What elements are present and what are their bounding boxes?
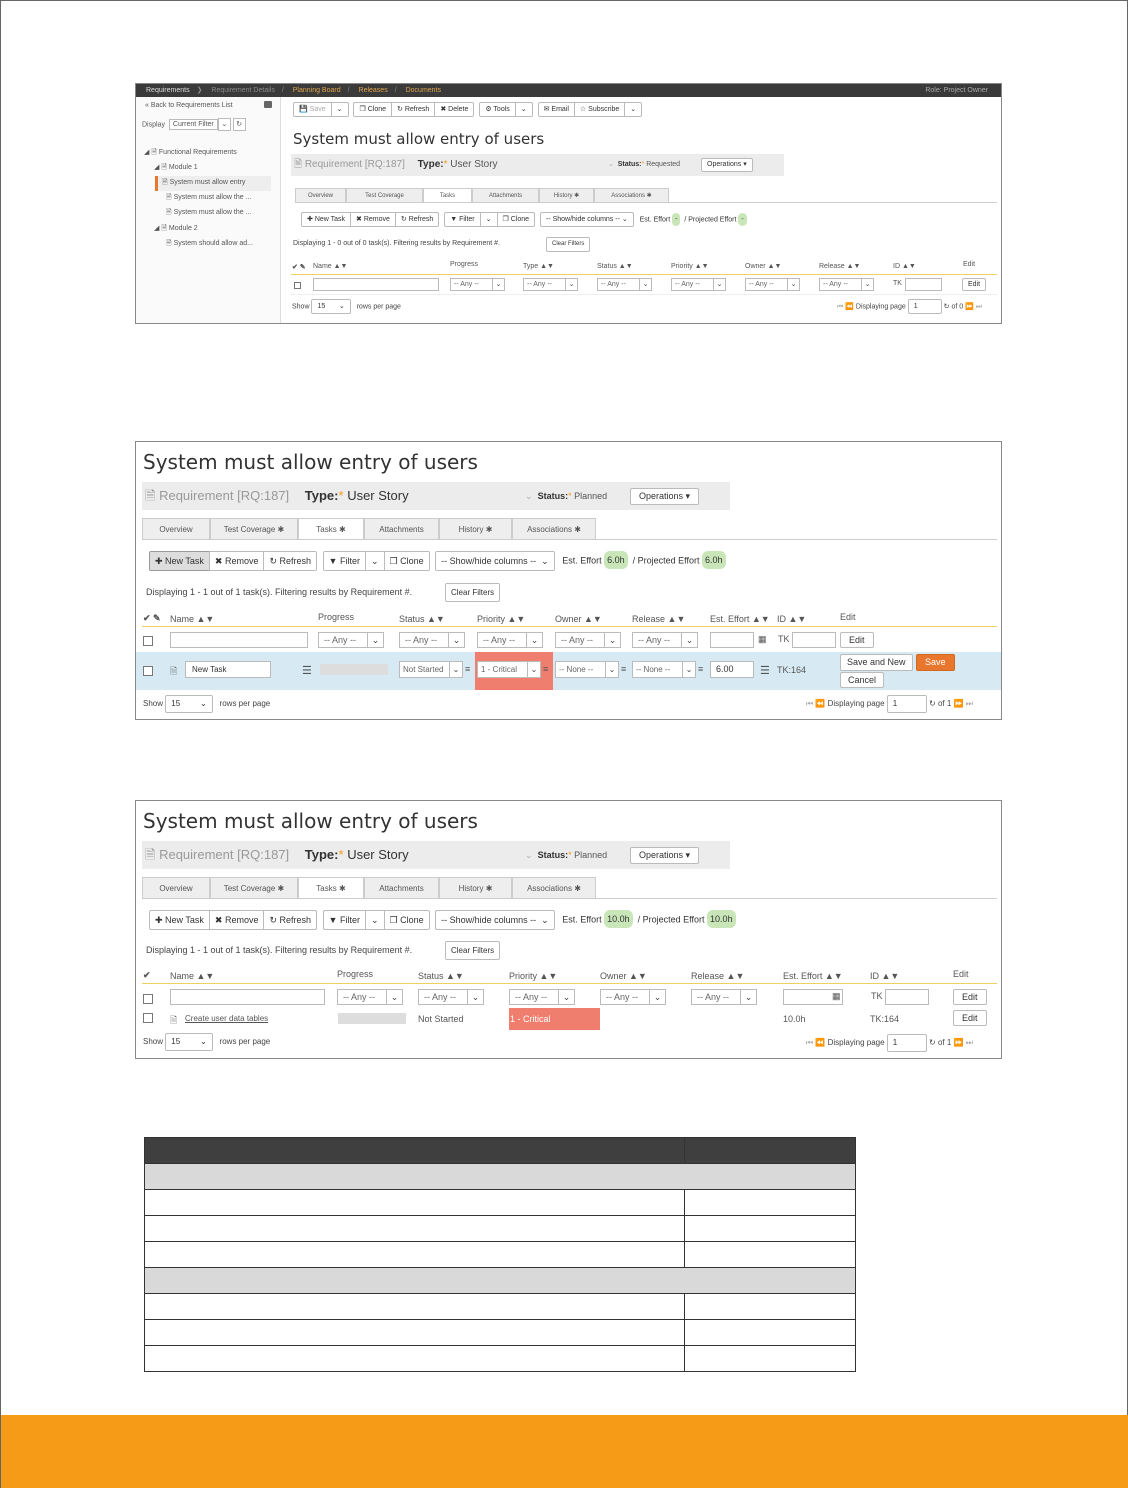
refresh-button[interactable]: ↻ Refresh [263,551,317,571]
requirement-icon: 🗎 [145,488,156,503]
first-page-icon[interactable]: ⏮ ⏪ [806,699,826,709]
tab-attachments[interactable]: Attachments [472,188,539,202]
main-panel [291,97,997,323]
requirement-id: Requirement [RQ:187] [159,488,290,503]
est-effort-filter-select[interactable]: -- Any -- ⌄ [691,989,757,1005]
row-checkbox[interactable] [143,666,153,676]
summary-table [144,1137,856,1372]
table-cell [145,1294,685,1320]
tab-history[interactable]: History ✱ [439,877,512,898]
column-id[interactable]: ID ▲▼ [870,971,900,981]
table-cell [685,1190,856,1216]
owner-select[interactable]: -- None -- ⌄ [555,661,619,678]
select-all-column[interactable]: ✔ [143,970,151,980]
owner-filter-select[interactable]: -- Any -- ⌄ [477,632,543,648]
release-filter-select[interactable]: -- Any -- ⌄ [745,278,800,291]
tab-attachments[interactable]: Attachments [364,877,439,898]
column-priority[interactable]: Priority ▲▼ [671,263,709,270]
task-effort: 10.0h [783,1014,806,1024]
tab-associations[interactable]: Associations ✱ [594,188,669,202]
tab-bar [142,877,997,899]
est-effort-value: 10.0h [604,910,633,928]
table-header-cell [145,1138,685,1164]
chevron-right-icon: ❯ [196,87,203,94]
save-and-new-button[interactable]: Save and New [840,654,913,671]
display-select[interactable]: Current Filter [169,119,218,130]
id-prefix: TK [778,634,790,644]
clone-button[interactable]: ❐ Clone [353,102,392,117]
table-row [145,1320,856,1346]
task-status: Not Started [418,1014,464,1024]
page-number-input[interactable]: 1 [887,695,927,713]
priority-filter-select[interactable]: -- Any -- ⌄ [597,278,652,291]
column-release[interactable]: Release ▲▼ [819,263,861,270]
cancel-button[interactable]: Cancel [840,672,884,688]
column-est-effort[interactable]: Est. Effort ▲▼ [710,614,770,624]
table-cell [685,1294,856,1320]
id-filter-input[interactable] [905,278,942,291]
calculator-icon[interactable]: ▦ [758,634,767,644]
column-edit: Edit [963,261,976,268]
new-task-button[interactable]: ✚ New Task [149,551,210,571]
header-divider [291,274,997,275]
chevron-down-icon[interactable]: ⌄ [480,212,498,227]
clone-button[interactable]: ❐ Clone [384,551,430,571]
column-id[interactable]: ID ▲▼ [893,263,916,270]
tab-tasks[interactable]: Tasks ✱ [298,518,364,539]
grid-toolbar [301,212,747,227]
est-effort-label: Est. Effort [639,216,671,224]
operations-button[interactable]: Operations ▾ [630,847,699,864]
projected-effort-label: / Projected Effort [632,555,700,566]
tree-item[interactable]: 🗎 System should allow ad... [166,240,253,247]
edit-button[interactable]: Edit [840,632,874,648]
clear-filters-button[interactable]: Clear Filters [546,237,590,252]
release-filter-select[interactable]: -- Any -- ⌄ [555,632,621,648]
column-name[interactable]: Name ▲▼ [313,263,348,270]
requirement-id: Requirement [RQ:187] [304,159,405,170]
status-filter-select[interactable]: -- Any -- ⌄ [523,278,578,291]
page-size-select[interactable]: 15 ⌄ [311,299,350,314]
show-hide-columns-select[interactable]: -- Show/hide columns -- ⌄ [435,551,555,571]
est-effort-value: 6.0h [604,551,628,569]
task-id: TK:164 [777,665,807,675]
breadcrumb-planning-board[interactable]: Planning Board [292,87,341,94]
page-title: System must allow entry of users [143,809,478,833]
table-cell [685,1242,856,1268]
requirement-id: Requirement [RQ:187] [159,847,290,862]
tab-test-coverage[interactable]: Test Coverage ✱ [210,877,298,898]
refresh-icon[interactable]: ↻ [943,303,950,311]
displaying-info: Displaying 1 - 1 out of 1 task(s). Filtering results by Requirement #. [146,587,413,597]
operations-button[interactable]: Operations ▾ [701,158,753,172]
status-area: ⌄ Status:* Requested [608,161,681,168]
status-value: Planned [574,850,608,860]
chevron-down-icon[interactable]: ⌄ [218,118,231,131]
progress-bar [338,1013,406,1024]
table-cell [685,1216,856,1242]
sidebar [136,97,281,323]
list-icon[interactable]: ≡ [465,664,471,674]
breadcrumb-releases[interactable]: Releases [358,87,388,94]
column-progress: Progress [450,261,479,268]
task-name-input[interactable]: New Task [185,661,271,678]
column-release[interactable]: Release ▲▼ [632,614,686,624]
table-header-cell [685,1138,856,1164]
chevron-down-icon[interactable]: ⌄ [365,551,385,571]
est-effort-filter-select[interactable]: -- Any -- ⌄ [632,632,698,648]
id-filter-input[interactable] [792,632,836,648]
filter-button[interactable]: ▼ Filter [444,212,480,227]
page-number-input[interactable]: 1 [887,1034,927,1052]
select-all-column[interactable]: ✔ ✎ [292,264,306,271]
tab-attachments[interactable]: Attachments [364,518,439,539]
tab-overview[interactable]: Overview [142,518,210,539]
main-panel [142,805,997,1058]
displaying-info: Displaying 1 - 1 out of 1 task(s). Filtering results by Requirement #. [146,945,413,955]
owner-filter-select[interactable]: -- Any -- ⌄ [671,278,726,291]
pagination-left: Show 15 ⌄ rows per page [143,695,270,713]
tree-folder-module1[interactable]: ◢ 🗎 Module 1 [154,164,198,171]
column-release[interactable]: Release ▲▼ [691,971,745,981]
tab-associations[interactable]: Associations ✱ [512,877,596,898]
projected-effort-value: 10.0h [707,910,736,928]
progress-bar [320,664,388,675]
est-effort-label: Est. Effort [562,914,602,925]
release-select[interactable]: -- None -- ⌄ [632,661,696,678]
show-hide-columns-select[interactable]: -- Show/hide columns -- ⌄ [540,212,634,227]
est-effort-label: Est. Effort [562,555,602,566]
table-section-cell [145,1164,856,1190]
column-status[interactable]: Status ▲▼ [418,971,464,981]
column-id[interactable]: ID ▲▼ [777,614,807,624]
page-title: System must allow entry of users [293,130,545,148]
breadcrumb: Requirements ❯ Requirement Details / Planning Board / Releases / Documents Role: Project Owner [136,84,1001,97]
column-edit: Edit [953,969,969,979]
chevron-down-icon[interactable]: ⌄ [331,102,349,117]
footer-bar [1,1415,1128,1488]
column-owner[interactable]: Owner ▲▼ [745,263,782,270]
screenshot-requirement-tasks-empty [135,83,1002,324]
status-filter-select[interactable]: -- Any -- ⌄ [337,989,403,1005]
select-all-checkbox[interactable] [143,636,153,646]
chevron-down-icon[interactable]: ⌄ [525,850,533,860]
column-progress: Progress [318,612,355,622]
table-cell [145,1190,685,1216]
delete-button[interactable]: ✖ Delete [434,102,474,117]
page-number-input[interactable]: 1 [908,299,942,314]
name-filter-input[interactable] [170,632,308,648]
grid-toolbar [149,910,736,930]
display-filter [142,118,246,131]
id-prefix: TK [893,280,902,287]
table-cell [145,1216,685,1242]
priority-filter-select[interactable]: -- Any -- ⌄ [418,989,484,1005]
collapse-sidebar-icon[interactable] [264,101,272,108]
table-row [145,1346,856,1372]
requirement-icon: 🗎 [294,159,303,170]
grid-toolbar [149,551,726,571]
column-status[interactable]: Status ▲▼ [399,614,445,624]
requirement-header: 🗎 Requirement [RQ:187] Type:* User Story ⌄ Status:* Planned Operations ▾ [142,482,730,510]
row-divider [291,294,997,295]
projected-effort-value: 6.0h [702,551,726,569]
operations-button[interactable]: Operations ▾ [630,488,699,505]
refresh-button[interactable]: ↻ Refresh [263,910,317,930]
column-type[interactable]: Type ▲▼ [523,263,554,270]
task-id: TK:164 [870,1014,900,1024]
tab-test-coverage[interactable]: Test Coverage ✱ [210,518,298,539]
last-page-icon[interactable]: ⏩ ⏭ [953,699,973,709]
pagination-left: Show 15 ⌄ rows per page [143,1033,270,1051]
table-header-row [145,1138,856,1164]
clone-button[interactable]: ❐ Clone [497,212,536,227]
table-row [145,1294,856,1320]
priority-select[interactable]: 1 - Critical ⌄ [477,661,541,678]
column-progress: Progress [337,969,374,979]
type-value: User Story [450,159,498,170]
type-value: User Story [347,847,409,862]
pagination-left: Show 15 ⌄ rows per page [292,299,401,314]
tab-tasks[interactable]: Tasks ✱ [298,877,364,898]
column-priority[interactable]: Priority ▲▼ [477,614,526,624]
role-label: Role: Project Owner [925,87,988,94]
est-effort-value: - [672,213,680,226]
page-size-select[interactable]: 15 ⌄ [165,695,213,713]
tab-bar [142,518,997,540]
tab-associations[interactable]: Associations ✱ [512,518,596,539]
refresh-button[interactable]: ↻ Refresh [391,102,435,117]
column-name[interactable]: Name ▲▼ [170,971,215,981]
table-row [145,1190,856,1216]
refresh-icon[interactable]: ↻ [929,1038,936,1048]
last-page-icon[interactable]: ⏩ ⏭ [953,1038,973,1048]
remove-button[interactable]: ✖ Remove [209,551,265,571]
select-all-column[interactable]: ✔ ✎ [143,613,161,623]
breadcrumb-documents[interactable]: Documents [405,87,442,94]
filter-button[interactable]: ▼ Filter [323,910,366,930]
column-priority[interactable]: Priority ▲▼ [509,971,558,981]
clear-filters-button[interactable]: Clear Filters [445,941,500,960]
chevron-down-icon[interactable]: ⌄ [608,161,614,168]
tools-button[interactable]: ⚙ Tools [479,102,515,117]
tab-history[interactable]: History ✱ [439,518,512,539]
chevron-down-icon[interactable]: ⌄ [624,102,642,117]
list-icon[interactable]: ☰ [760,665,770,677]
header-divider [142,626,997,627]
table-section-row [145,1268,856,1294]
last-page-icon[interactable]: ⏩ ⏭ [965,303,983,311]
new-task-button[interactable]: ✚ New Task [149,910,210,930]
table-section-cell [145,1268,856,1294]
column-name[interactable]: Name ▲▼ [170,614,215,624]
id-prefix: TK [871,991,883,1001]
column-edit: Edit [840,612,856,622]
status-area: ⌄ Status:* Planned [525,850,608,860]
remove-button[interactable]: ✖ Remove [209,910,265,930]
filter-button[interactable]: ▼ Filter [323,551,366,571]
first-page-icon[interactable]: ⏮ ⏪ [806,1038,826,1048]
tab-bar [295,188,997,203]
priority-filter-select[interactable]: -- Any -- ⌄ [399,632,465,648]
main-panel [142,446,997,719]
status-select[interactable]: Not Started ⌄ [399,661,463,678]
pagination-right: ⏮ ⏪ Displaying page 1 ↻ of 1 ⏩ ⏭ [806,695,973,713]
task-name-link[interactable]: Create user data tables [185,1014,269,1023]
projected-effort-label: / Projected Effort [684,216,737,224]
chevron-down-icon[interactable]: ⌄ [525,491,533,501]
email-button[interactable]: ✉ Email [538,102,575,117]
table-section-row [145,1164,856,1190]
tab-history[interactable]: History ✱ [539,188,594,202]
show-hide-columns-select[interactable]: -- Show/hide columns -- ⌄ [435,910,555,930]
effort-input[interactable]: 6.00 [710,661,754,678]
table-cell [685,1346,856,1372]
refresh-button[interactable]: ↻ Refresh [395,212,439,227]
refresh-icon[interactable]: ↻ [929,699,936,709]
column-est-effort[interactable]: Est. Effort ▲▼ [783,971,843,981]
row-checkbox[interactable] [143,1013,153,1023]
breadcrumb-current: Requirement Details [211,87,275,94]
name-filter-input[interactable] [170,989,325,1005]
tab-tasks[interactable]: Tasks [423,188,472,202]
tree-item[interactable]: 🗎 System must allow the ... [166,209,252,216]
projected-effort-label: / Projected Effort [637,914,705,925]
page-title: System must allow entry of users [143,450,478,474]
column-status[interactable]: Status ▲▼ [597,263,633,270]
tab-test-coverage[interactable]: Test Coverage [346,188,423,202]
save-button[interactable]: Save [916,654,955,671]
header-divider [142,983,997,984]
screenshot-task-inline-edit [135,441,1002,720]
list-icon[interactable]: ☰ [302,665,312,677]
pagination-right: ⏮ ⏪ Displaying page 1 ↻ of 0 ⏩ ⏭ [837,299,982,314]
tree-item-selected[interactable]: 🗎 System must allow entry [155,176,271,191]
first-page-icon[interactable]: ⏮ ⏪ [837,303,854,311]
column-owner[interactable]: Owner ▲▼ [600,971,647,981]
table-cell [145,1320,685,1346]
task-priority: 1 - Critical [510,1014,551,1024]
list-icon[interactable]: ≡ [698,664,704,674]
tree-folder-functional[interactable]: ◢ 🗎 Functional Requirements [144,149,237,156]
projected-effort-value: - [738,213,746,226]
column-owner[interactable]: Owner ▲▼ [555,614,602,624]
status-area: ⌄ Status:* Planned [525,491,608,501]
release-filter-select[interactable]: -- Any -- ⌄ [600,989,666,1005]
table-cell [685,1320,856,1346]
top-toolbar [293,102,645,117]
list-icon[interactable]: ≡ [621,664,627,674]
clone-button[interactable]: ❐ Clone [384,910,430,930]
tab-overview[interactable]: Overview [295,188,346,202]
save-button[interactable]: 💾 Save [293,102,332,117]
status-value: Requested [646,161,681,168]
refresh-icon[interactable]: ↻ [233,118,246,131]
id-filter-input[interactable] [885,989,929,1005]
table-cell [145,1242,685,1268]
edit-row-button[interactable]: Edit [953,1010,987,1026]
status-value: Planned [574,491,608,501]
chevron-down-icon[interactable]: ⌄ [515,102,533,117]
status-filter-select[interactable]: -- Any -- ⌄ [318,632,384,648]
calculator-icon[interactable]: ▦ [832,991,841,1001]
subscribe-button[interactable]: ☆ Subscribe [574,102,625,117]
tree-folder-module2[interactable]: ◢ 🗎 Module 2 [154,225,198,232]
select-all-checkbox[interactable] [294,282,301,289]
requirement-header: 🗎 Requirement [RQ:187] Type:* User Story ⌄ Status:* Requested Operations ▾ [291,154,784,176]
table-row [145,1242,856,1268]
table-row [145,1216,856,1242]
task-icon: 🗎 [170,1015,178,1025]
type-filter-select[interactable]: -- Any -- ⌄ [450,278,505,291]
screenshot-task-saved [135,800,1002,1059]
chevron-down-icon[interactable]: ⌄ [365,910,385,930]
tree-item[interactable]: 🗎 System must allow the ... [166,194,252,201]
list-icon[interactable]: ≡ [543,664,549,674]
table-cell [145,1346,685,1372]
est-filter-select[interactable]: -- Any -- ⌄ [819,278,874,291]
back-to-list-link[interactable]: « Back to Requirements List [145,102,233,109]
remove-button[interactable]: ✖ Remove [350,212,396,227]
clear-filters-button[interactable]: Clear Filters [445,583,500,602]
page-size-select[interactable]: 15 ⌄ [165,1033,213,1051]
owner-filter-select[interactable]: -- Any -- ⌄ [509,989,575,1005]
name-filter-input[interactable] [313,278,439,291]
type-value: User Story [347,488,409,503]
breadcrumb-requirements[interactable]: Requirements [146,87,190,94]
edit-button[interactable]: Edit [962,278,986,291]
new-task-button[interactable]: ✚ New Task [301,212,351,227]
requirement-icon: 🗎 [145,847,156,862]
display-label: Display [142,121,165,129]
pagination-right: ⏮ ⏪ Displaying page 1 ↻ of 1 ⏩ ⏭ [806,1034,973,1052]
task-icon: 🗎 [170,666,178,676]
displaying-info: Displaying 1 - 0 out of 0 task(s). Filtering results by Requirement #. [293,240,500,247]
select-all-checkbox[interactable] [143,994,153,1004]
edit-button[interactable]: Edit [953,989,987,1005]
effort-filter-input[interactable] [710,632,754,648]
tab-overview[interactable]: Overview [142,877,210,898]
requirement-header: 🗎 Requirement [RQ:187] Type:* User Story ⌄ Status:* Planned Operations ▾ [142,841,730,869]
